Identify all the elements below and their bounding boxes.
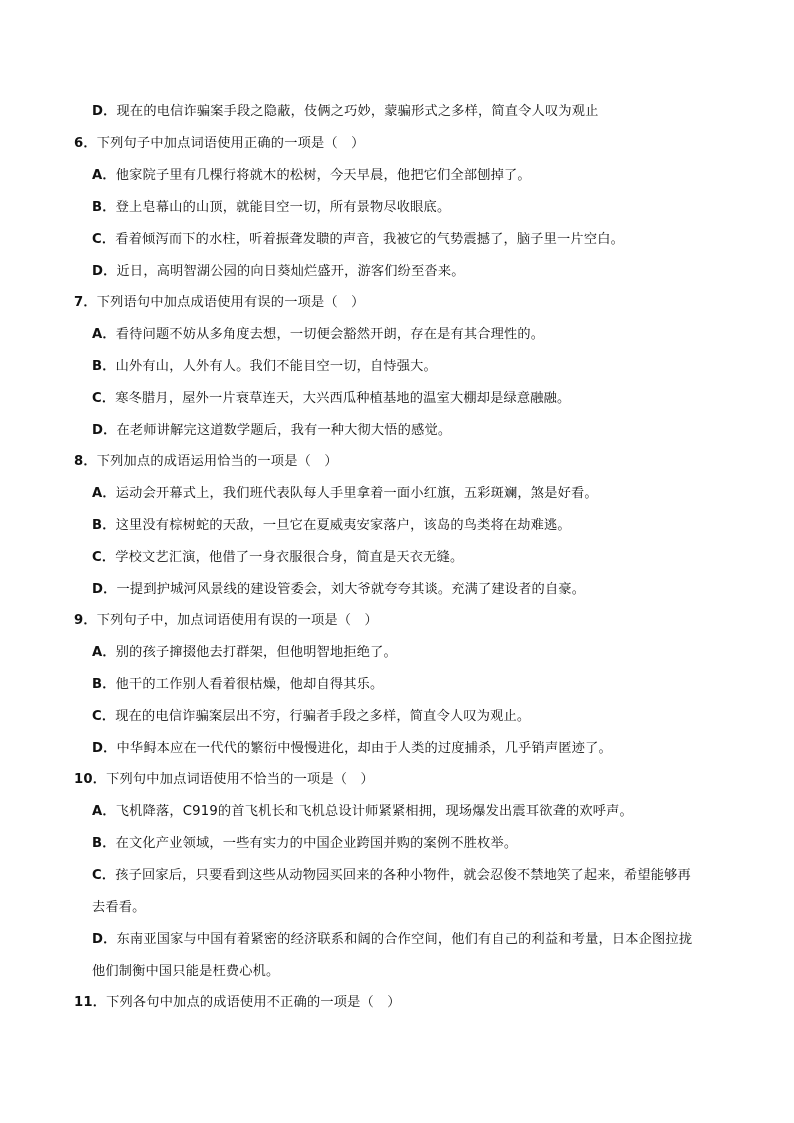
question-number: 8． bbox=[74, 454, 97, 469]
question-6-stem bbox=[74, 134, 365, 154]
q9-option-b bbox=[92, 675, 383, 695]
question-text: 下列句子中加点词语使用正确的一项是（ ） bbox=[96, 136, 365, 151]
question-number: 11． bbox=[74, 995, 107, 1010]
option-text: 近日，高明智湖公园的向日葵灿烂盛开，游客们纷至沓来。 bbox=[116, 264, 465, 279]
option-text: 他家院子里有几棵行将就木的松树，今天早晨，他把它们全部刨掉了。 bbox=[115, 168, 531, 183]
option-letter: C． bbox=[92, 232, 116, 247]
option-letter: C． bbox=[92, 550, 116, 565]
option-text: 孩子回家后，只要看到这些从动物园买回来的各种小物件，就会忍俊不禁地笑了起来，希望能够再 bbox=[115, 868, 691, 883]
option-text: 现在的电信诈骗案层出不穷，行骗者手段之多样，简直令人叹为观止。 bbox=[115, 709, 531, 724]
option-text-continued: 他们制衡中国只能是枉费心机。 bbox=[92, 964, 280, 979]
question-text: 下列句子中，加点词语使用有误的一项是（ ） bbox=[96, 613, 378, 628]
option-text: 山外有山，人外有人。我们不能目空一切，自恃强大。 bbox=[115, 359, 437, 374]
option-letter: B． bbox=[92, 677, 116, 692]
q10-option-c-continued bbox=[92, 898, 146, 918]
q7-option-b bbox=[92, 357, 437, 377]
option-letter: C． bbox=[92, 868, 116, 883]
q7-option-c bbox=[92, 389, 570, 409]
option-text: 飞机降落，C919的首飞机长和飞机总设计师紧紧相拥，现场爆发出震耳欲聋的欢呼声。 bbox=[115, 804, 633, 819]
option-letter: C． bbox=[92, 709, 116, 724]
option-text: 学校文艺汇演，他借了一身衣服很合身，简直是天衣无缝。 bbox=[115, 550, 464, 565]
q5-option-d bbox=[92, 102, 599, 122]
question-number: 10． bbox=[74, 772, 107, 787]
question-number: 7． bbox=[74, 295, 97, 310]
question-10-stem bbox=[74, 770, 374, 790]
option-text: 别的孩子撺掇他去打群架，但他明智地拒绝了。 bbox=[115, 645, 397, 660]
question-text: 下列各句中加点的成语使用不正确的一项是（ ） bbox=[106, 995, 401, 1010]
option-letter: D． bbox=[92, 423, 117, 438]
option-text: 看待问题不妨从多角度去想，一切便会豁然开朗，存在是有其合理性的。 bbox=[115, 327, 545, 342]
question-number: 9． bbox=[74, 613, 97, 628]
option-letter: A． bbox=[92, 168, 116, 183]
question-text: 下列句中加点词语使用不恰当的一项是（ ） bbox=[106, 772, 374, 787]
option-letter: D． bbox=[92, 582, 117, 597]
q8-option-a bbox=[92, 484, 598, 504]
option-text: 登上皂幕山的山顶，就能目空一切，所有景物尽收眼底。 bbox=[115, 200, 451, 215]
option-text: 这里没有棕树蛇的天敌，一旦它在夏威夷安家落户，该岛的鸟类将在劫难逃。 bbox=[115, 518, 571, 533]
option-letter: B． bbox=[92, 836, 116, 851]
q10-option-a bbox=[92, 802, 633, 822]
question-number: 6． bbox=[74, 136, 97, 151]
option-letter: D． bbox=[92, 264, 117, 279]
option-letter: B． bbox=[92, 359, 116, 374]
option-text: 中华鲟本应在一代代的繁衍中慢慢进化，却由于人类的过度捕杀，几乎销声匿迹了。 bbox=[116, 741, 612, 756]
option-letter: C． bbox=[92, 391, 116, 406]
option-letter: D． bbox=[92, 104, 117, 119]
option-letter: D． bbox=[92, 741, 117, 756]
option-text: 东南亚国家与中国有着紧密的经济联系和阔的合作空间，他们有自己的利益和考量，日本企图拉拢 bbox=[116, 932, 693, 947]
option-letter: A． bbox=[92, 645, 116, 660]
q7-option-a bbox=[92, 325, 544, 345]
option-text: 运动会开幕式上，我们班代表队每人手里拿着一面小红旗，五彩斑斓，煞是好看。 bbox=[115, 486, 598, 501]
q9-option-d bbox=[92, 739, 612, 759]
q10-option-d-continued bbox=[92, 962, 279, 982]
question-text: 下列语句中加点成语使用有误的一项是（ ） bbox=[96, 295, 365, 310]
option-text: 在老师讲解完这道数学题后，我有一种大彻大悟的感觉。 bbox=[116, 423, 452, 438]
question-9-stem bbox=[74, 611, 378, 631]
q10-option-c bbox=[92, 866, 691, 886]
option-text-continued: 去看看。 bbox=[92, 900, 146, 915]
q6-option-d bbox=[92, 262, 465, 282]
question-text: 下列加点的成语运用恰当的一项是（ ） bbox=[96, 454, 338, 469]
question-11-stem bbox=[74, 993, 401, 1013]
q9-option-a bbox=[92, 643, 397, 663]
q10-option-b bbox=[92, 834, 517, 854]
option-letter: D． bbox=[92, 932, 117, 947]
option-text: 现在的电信诈骗案手段之隐蔽，伎俩之巧妙，蒙骗形式之多样，简直令人叹为观止 bbox=[116, 104, 599, 119]
q8-option-d bbox=[92, 580, 585, 600]
q10-option-d bbox=[92, 930, 692, 950]
q8-option-b bbox=[92, 516, 571, 536]
option-letter: A． bbox=[92, 486, 116, 501]
option-text: 一提到护城河风景线的建设管委会，刘大爷就夸夸其谈。充满了建设者的自豪。 bbox=[116, 582, 586, 597]
option-text: 看着倾泻而下的水柱，听着振聋发聩的声音，我被它的气势震撼了，脑子里一片空白。 bbox=[115, 232, 624, 247]
q6-option-a bbox=[92, 166, 531, 186]
option-letter: A． bbox=[92, 804, 116, 819]
option-text: 他干的工作别人看着很枯燥，他却自得其乐。 bbox=[115, 677, 384, 692]
option-letter: B． bbox=[92, 518, 116, 533]
q7-option-d bbox=[92, 421, 451, 441]
option-letter: A． bbox=[92, 327, 116, 342]
option-letter: B． bbox=[92, 200, 116, 215]
option-text: 寒冬腊月，屋外一片衰草连天，大兴西瓜种植基地的温室大棚却是绿意融融。 bbox=[115, 391, 571, 406]
q6-option-b bbox=[92, 198, 450, 218]
q6-option-c bbox=[92, 230, 624, 250]
option-text: 在文化产业领域，一些有实力的中国企业跨国并购的案例不胜枚举。 bbox=[115, 836, 518, 851]
question-7-stem bbox=[74, 293, 365, 313]
question-8-stem bbox=[74, 452, 338, 472]
q9-option-c bbox=[92, 707, 530, 727]
q8-option-c bbox=[92, 548, 463, 568]
